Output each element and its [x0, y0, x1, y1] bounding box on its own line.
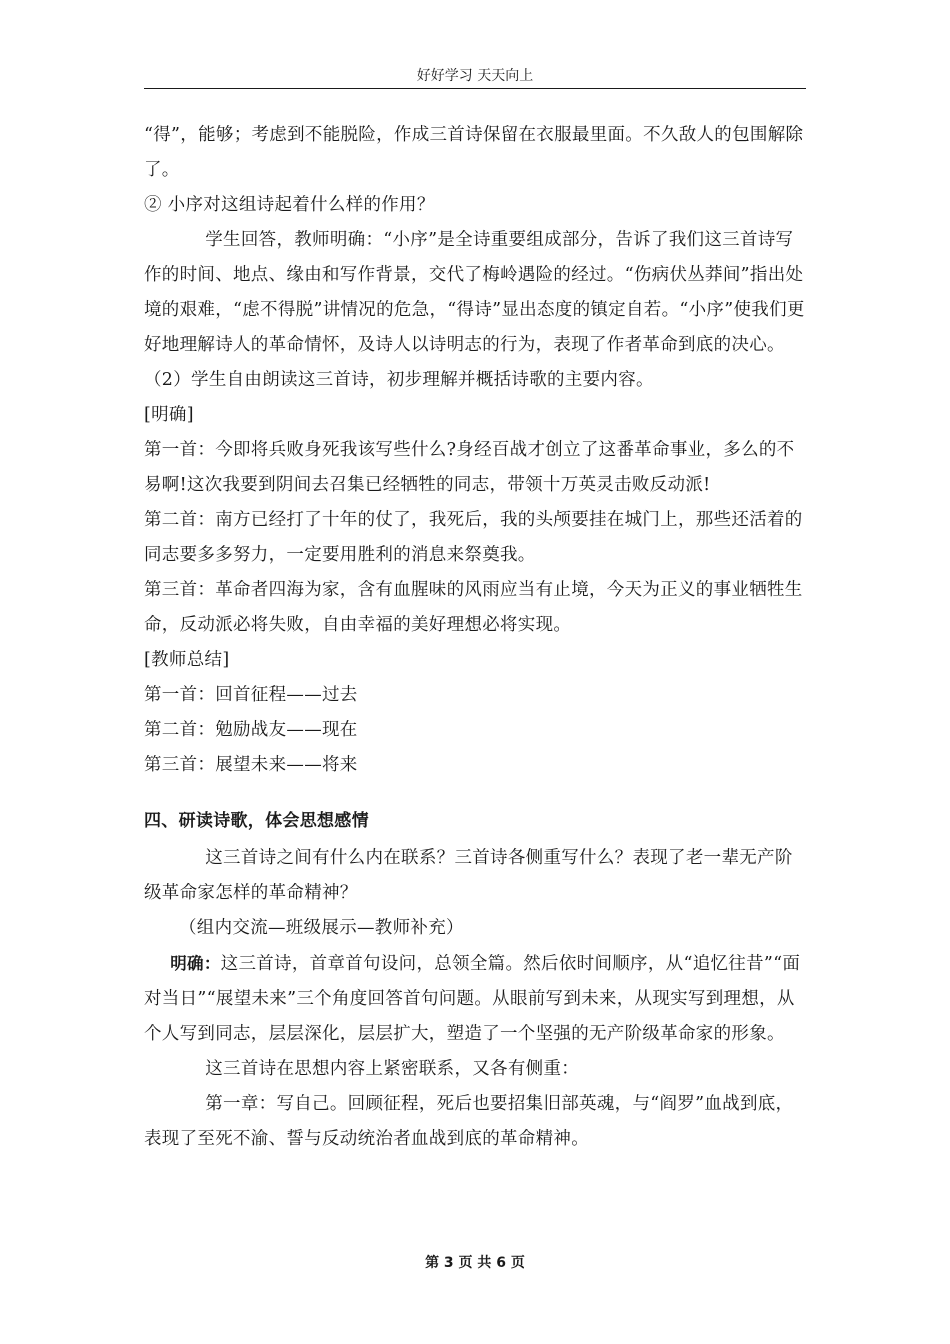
poem-one-summary: 第一首：今即将兵败身死我该写些什么?身经百战才创立了这番革命事业，多么的不易啊!这次我要到阴间去召集已经牺牲的同志，带领十万英灵击败反动派! [144, 440, 795, 495]
page-footer: 第 3 页 共 6 页 [425, 1255, 525, 1271]
summary-poem-two: 第二首：勉励战友——现在 [144, 720, 358, 740]
label-clarify: [明确] [144, 405, 194, 425]
poem-two-summary: 第二首：南方已经打了十年的仗了，我死后，我的头颅要挂在城门上，那些还活着的同志要多多努力，一定要用胜利的消息来祭奠我。 [144, 510, 803, 565]
document-body [144, 118, 808, 1157]
summary-poem-one: 第一首：回首征程——过去 [144, 685, 358, 705]
poem-three-summary: 第三首：革命者四海为家，含有血腥味的风雨应当有止境，今天为正义的事业牺牲生命，反动派必将失败，自由幸福的美好理想必将实现。 [144, 580, 803, 635]
section-question: 这三首诗之间有什么内在联系？三首诗各侧重写什么？表现了老一辈无产阶级革命家怎样的革命精神？ [144, 848, 793, 903]
answer-text: 这三首诗，首章首句设问，总领全篇。然后依时间顺序，从“追忆往昔”“面对当日”“展望未来”三个角度回答首句问题。从眼前写到未来，从现实写到理想，从个人写到同志，层层深化，层层扩大，塑造了一个坚强的无产阶级革命家的形象。 [144, 954, 801, 1044]
paragraph-preface-answer: 学生回答，教师明确：“小序”是全诗重要组成部分，告诉了我们这三首诗写作的时间、地点、缘由和写作背景，交代了梅岭遇险的经过。“伤病伏丛莽间”指出处境的艰难，“虑不得脱”讲情况的危急，“得诗”显出态度的镇定自若。“小序”使我们更好地理解诗人的革命情怀，及诗人以诗明志的行为，表现了作者革命到底的决心。 [144, 230, 805, 355]
section-chapter-one: 第一章：写自己。回顾征程，死后也要招集旧部英魂，与“阎罗”血战到底，表现了至死不渝、誓与反动统治者血战到底的革命精神。 [144, 1094, 794, 1149]
answer-label: 明确： [170, 954, 221, 973]
header-divider [144, 88, 806, 89]
section-gap [144, 783, 808, 801]
page-header: 好好学习 天天向上 [416, 68, 534, 84]
section-answer [144, 946, 808, 1052]
label-teacher-summary: [教师总结] [144, 650, 230, 670]
paragraph-de-explanation: “得”，能够；考虑到不能脱险，作成三首诗保留在衣服最里面。不久敌人的包围解除了。 [144, 125, 804, 180]
section-method: （组内交流—班级展示—教师补充） [179, 918, 464, 938]
question-preface-role: ② 小序对这组诗起着什么样的作用？ [144, 195, 435, 215]
section-heading: 四、研读诗歌，体会思想感情 [144, 811, 369, 831]
activity-reading: （2）学生自由朗读这三首诗，初步理解并概括诗歌的主要内容。 [144, 370, 654, 390]
section-connection: 这三首诗在思想内容上紧密联系，又各有侧重： [205, 1059, 580, 1079]
summary-poem-three: 第三首：展望未来——将来 [144, 755, 358, 775]
